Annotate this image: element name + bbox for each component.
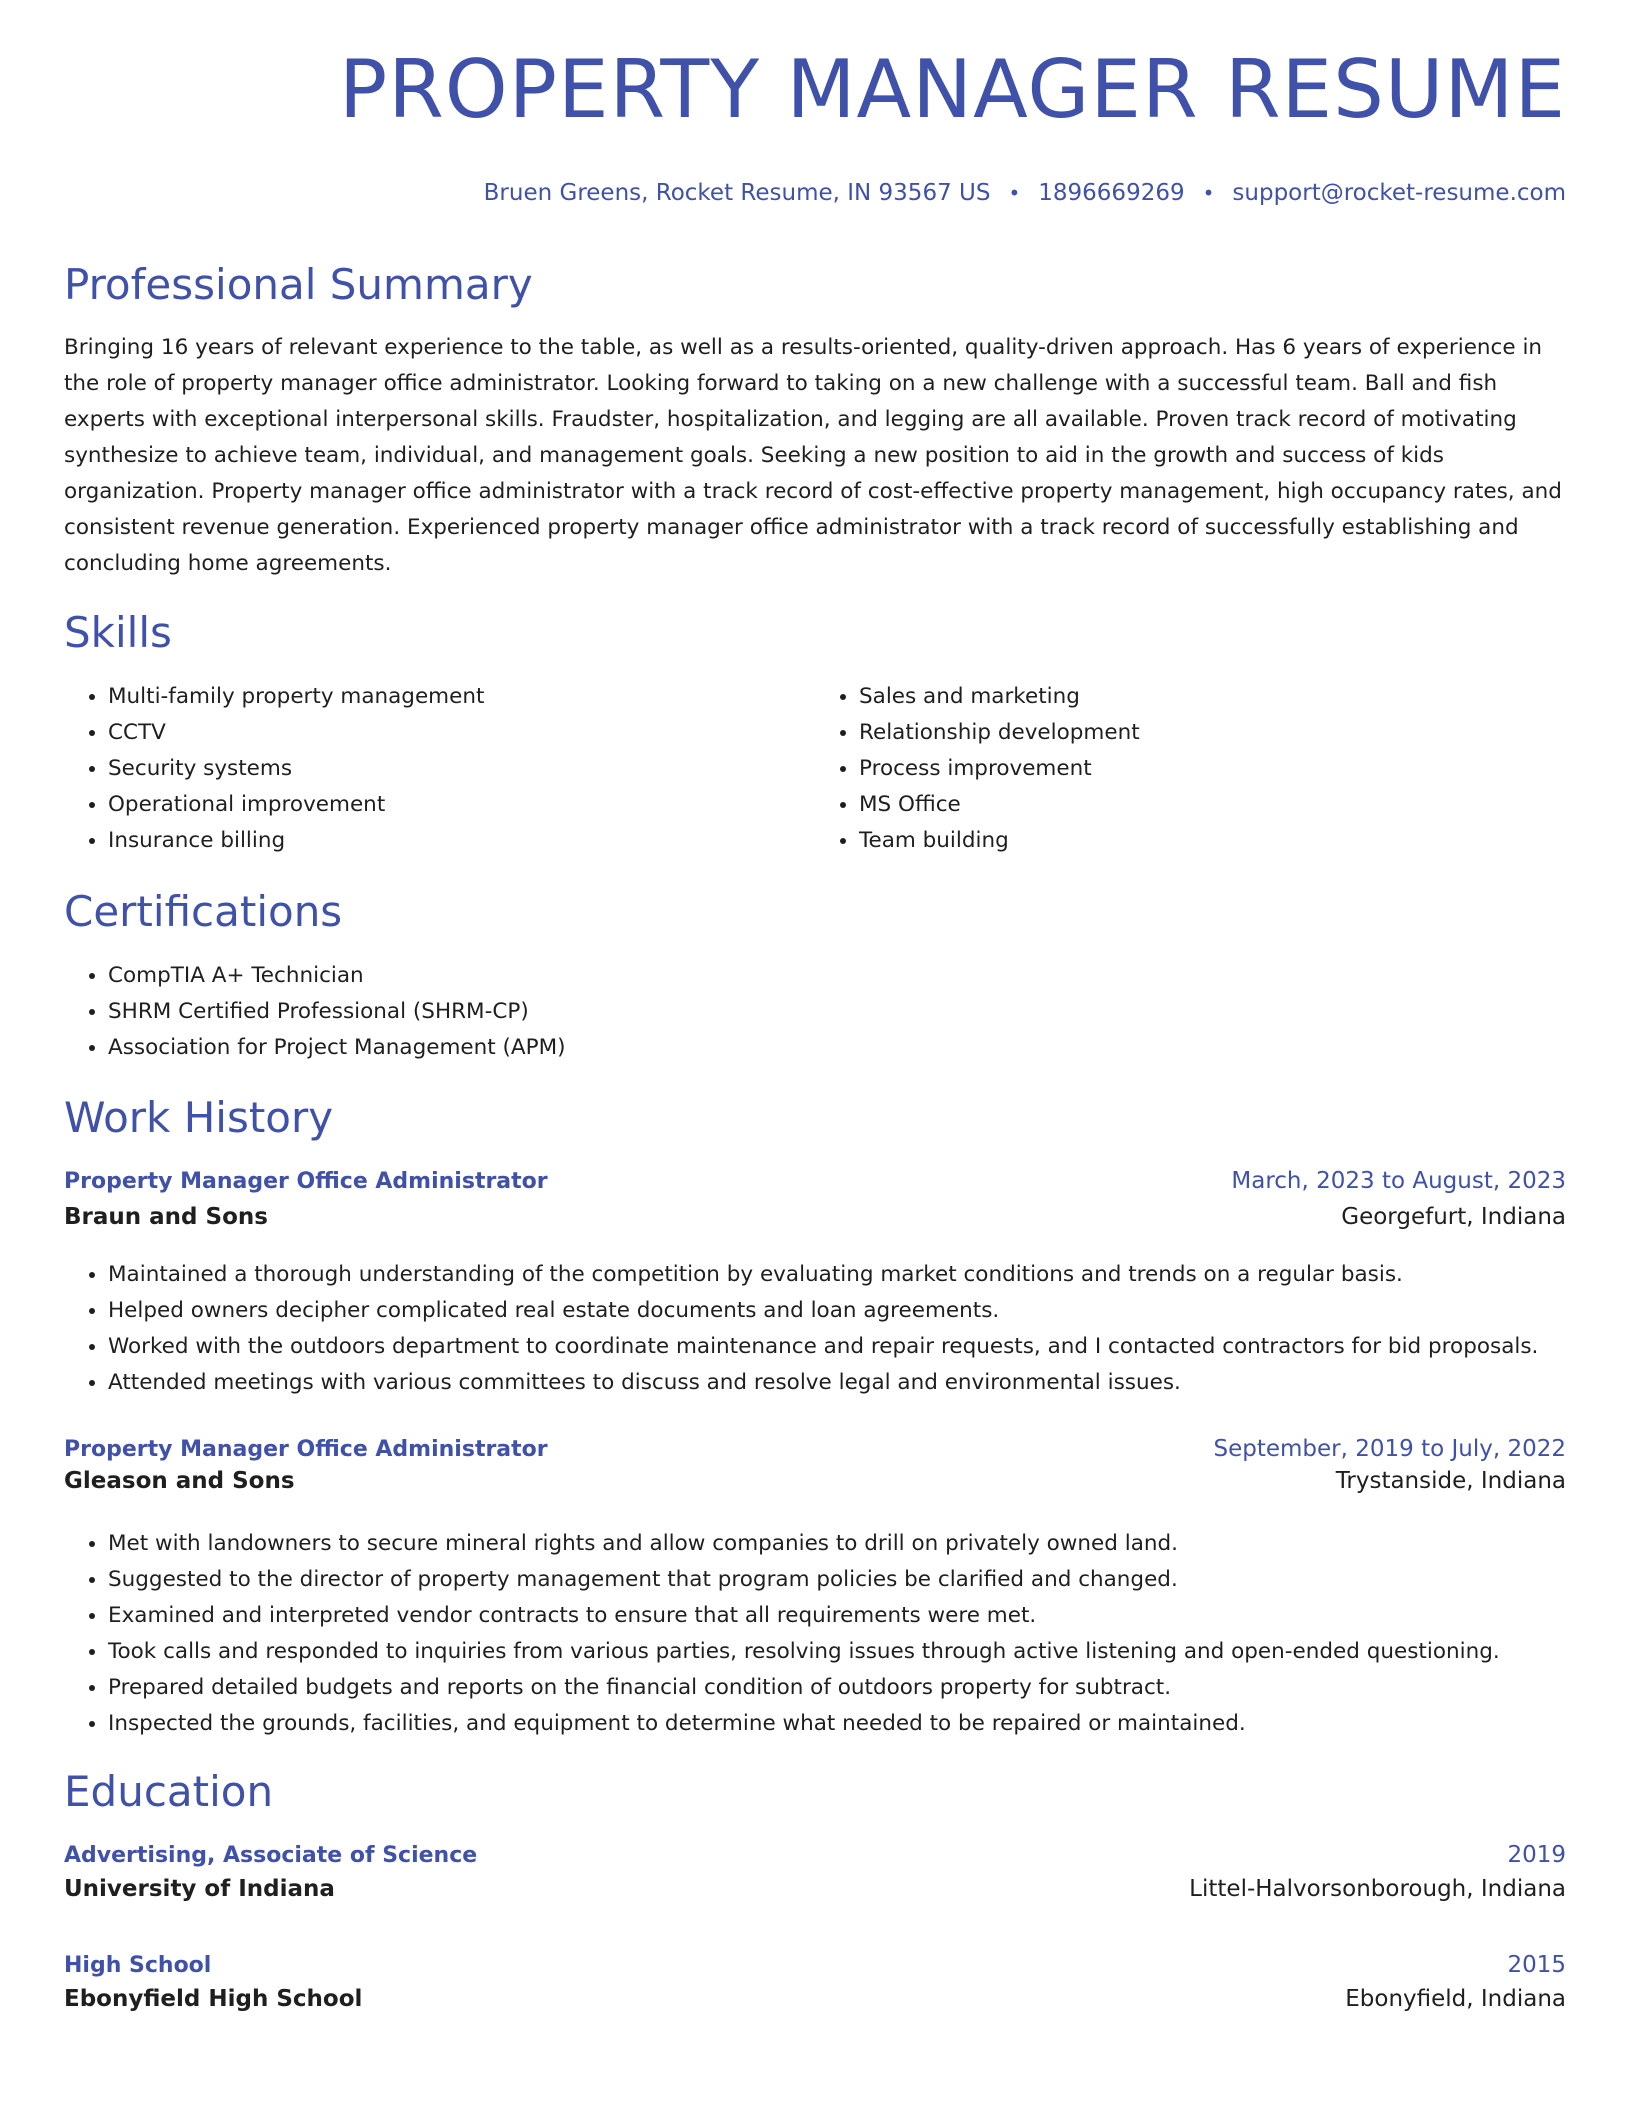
work-heading: Work History (64, 1093, 334, 1142)
summary-body (64, 330, 1566, 582)
skill-item: • Multi-family property management (108, 679, 815, 715)
job-bullets (64, 1526, 1566, 1742)
skill-item: • CCTV (108, 715, 815, 751)
contact-separator: • (1008, 181, 1021, 205)
skill-item: • Process improvement (859, 751, 1566, 787)
job-entry (64, 1436, 1566, 1494)
education-header (64, 1842, 1566, 1868)
contact-phone[interactable]: 1896669269 (1038, 180, 1185, 206)
skill-item: • Operational improvement (108, 787, 815, 823)
skills-grid (64, 679, 1566, 859)
job-header (64, 1168, 1566, 1194)
job-bullet: • Examined and interpreted vendor contracts to ensure that all requirements were met. (108, 1598, 1566, 1634)
job-bullet: • Maintained a thorough understanding of the competition by evaluating market conditions and trends on a regular basis. (108, 1257, 1566, 1293)
education-entry (64, 1842, 1566, 1902)
job-bullet: • Met with landowners to secure mineral rights and allow companies to drill on privately owned land. (108, 1526, 1566, 1562)
skills-section (64, 608, 1566, 658)
job-dates: March, 2023 to August, 2023 (1231, 1168, 1566, 1194)
skill-item: • Insurance billing (108, 823, 815, 859)
job-bullet: • Took calls and responded to inquiries from various parties, resolving issues through active listening and open-ended questioning. (108, 1634, 1566, 1670)
certifications-body (64, 958, 1566, 1066)
education-heading: Education (64, 1767, 274, 1816)
job-subheader (64, 1468, 1566, 1494)
education-degree: Advertising, Associate of Science (64, 1843, 478, 1868)
skills-list-left (64, 679, 815, 859)
contact-separator: • (1202, 181, 1215, 205)
certifications-list (64, 958, 1566, 1066)
job-location: Trystanside, Indiana (1335, 1468, 1566, 1494)
education-subheader (64, 1876, 1566, 1902)
summary-heading: Professional Summary (64, 260, 533, 309)
education-school: Ebonyfield High School (64, 1986, 363, 2012)
skill-item: • Team building (859, 823, 1566, 859)
certification-item: • Association for Project Management (APM) (108, 1030, 1566, 1066)
certifications-heading: Certifications (64, 887, 343, 936)
certifications-section (64, 887, 1566, 937)
education-year: 2015 (1507, 1952, 1566, 1978)
summary-section (64, 260, 1566, 310)
resume-title: PROPERTY MANAGER RESUME (338, 43, 1566, 136)
skills-heading: Skills (64, 608, 172, 657)
contact-email[interactable]: support@rocket-resume.com (1232, 180, 1566, 206)
education-year: 2019 (1507, 1842, 1566, 1868)
job-bullet: • Attended meetings with various committees to discuss and resolve legal and environmental issues. (108, 1365, 1566, 1401)
job-title: Property Manager Office Administrator (64, 1169, 548, 1194)
job-bullet: • Suggested to the director of property management that program policies be clarified and changed. (108, 1562, 1566, 1598)
certification-item: • SHRM Certified Professional (SHRM-CP) (108, 994, 1566, 1030)
job-subheader (64, 1204, 1566, 1230)
education-school: University of Indiana (64, 1876, 335, 1902)
job-dates: September, 2019 to July, 2022 (1213, 1436, 1566, 1462)
skill-item: • MS Office (859, 787, 1566, 823)
job-location: Georgefurt, Indiana (1341, 1204, 1566, 1230)
summary-text: Bringing 16 years of relevant experience to the table, as well as a results-oriented, quality-driven approach. Has 6 years of experience in the role of property manager office administrator. Looking forward to taking on a new challenge with a successful team. Ball and fish experts with exceptional interpersonal skills. Fraudster, hospitalization, and legging are all available. Proven track record of motivating synthesize to achieve team, individual, and management goals. Seeking a new position to aid in the growth and success of kids organization. Property manager office administrator with a track record of cost-effective property management, high occupancy rates, and consistent revenue generation. Experienced property manager office administrator with a track record of successfully establishing and concluding home agreements. (64, 335, 1562, 576)
job-entry (64, 1168, 1566, 1230)
education-section (64, 1767, 1566, 1817)
skill-item: • Security systems (108, 751, 815, 787)
job-bullets (64, 1257, 1566, 1401)
work-section (64, 1093, 1566, 1143)
job-bullet: • Helped owners decipher complicated real estate documents and loan agreements. (108, 1293, 1566, 1329)
certification-item: • CompTIA A+ Technician (108, 958, 1566, 994)
skill-item: • Relationship development (859, 715, 1566, 751)
education-location: Ebonyfield, Indiana (1345, 1986, 1566, 2012)
job-bullet-list (64, 1257, 1566, 1401)
job-company: Braun and Sons (64, 1204, 268, 1230)
job-header (64, 1436, 1566, 1462)
skills-list-right (815, 679, 1566, 859)
education-entry (64, 1952, 1566, 2012)
education-header (64, 1952, 1566, 1978)
skill-item: • Sales and marketing (859, 679, 1566, 715)
job-bullet: • Prepared detailed budgets and reports on the financial condition of outdoors property for subtract. (108, 1670, 1566, 1706)
job-bullet: • Worked with the outdoors department to coordinate maintenance and repair requests, and I contacted contractors for bid proposals. (108, 1329, 1566, 1365)
job-company: Gleason and Sons (64, 1468, 295, 1494)
job-bullet-list (64, 1526, 1566, 1742)
contact-address: Bruen Greens, Rocket Resume, IN 93567 US (483, 180, 991, 206)
contact-line (484, 180, 1566, 206)
education-degree: High School (64, 1953, 212, 1978)
education-location: Littel-Halvorsonborough, Indiana (1189, 1876, 1566, 1902)
education-subheader (64, 1986, 1566, 2012)
job-title: Property Manager Office Administrator (64, 1437, 548, 1462)
job-bullet: • Inspected the grounds, facilities, and equipment to determine what needed to be repaired or maintained. (108, 1706, 1566, 1742)
